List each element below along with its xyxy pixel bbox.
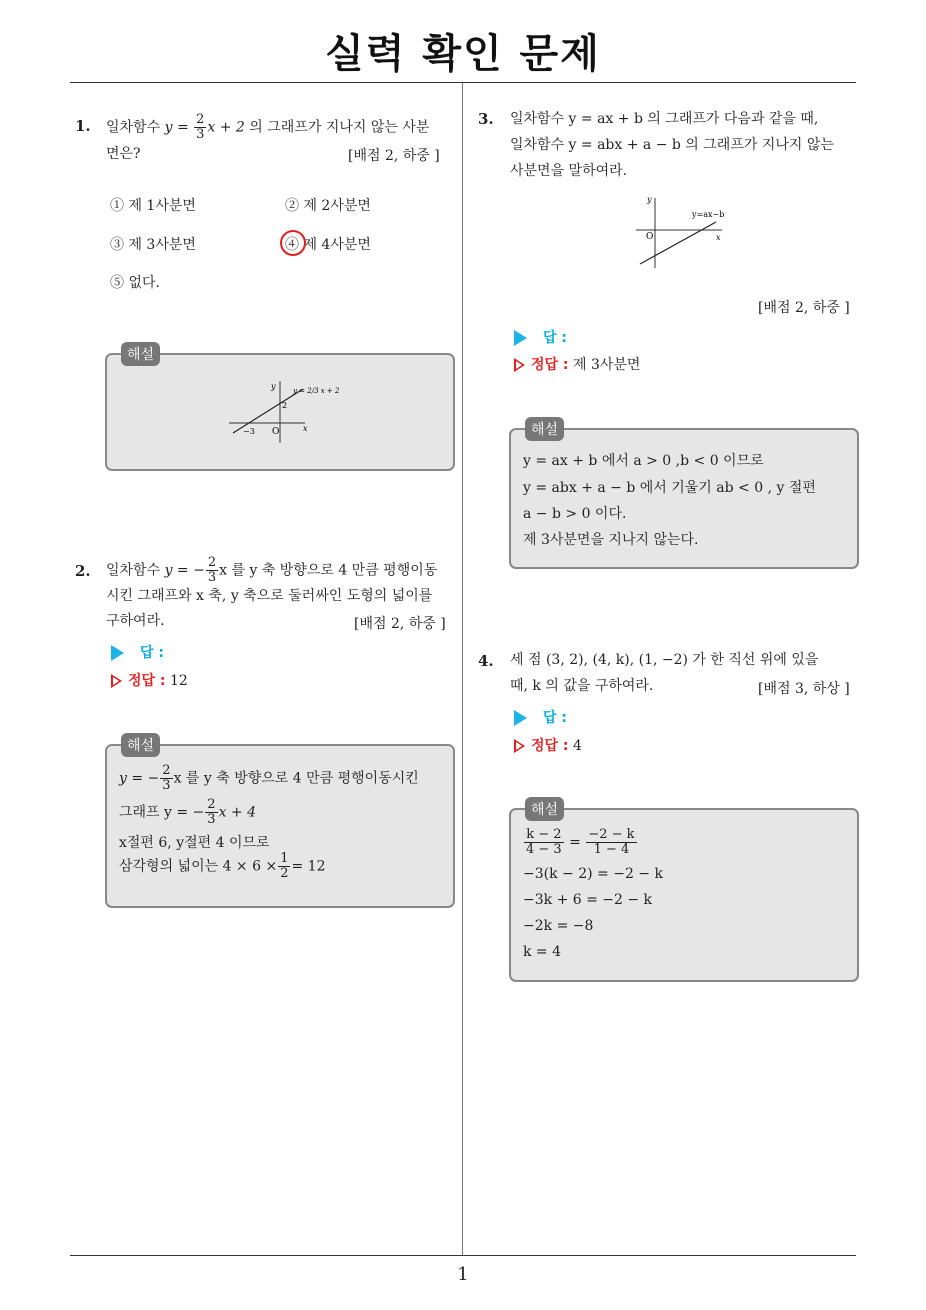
q4-answer-label: 답 : bbox=[543, 710, 567, 726]
top-rule bbox=[70, 82, 856, 83]
q1-option-2[interactable]: ② 제 2사분면 bbox=[285, 198, 371, 214]
q2-correct-label: 정답 : bbox=[128, 673, 166, 689]
q1-var-y: y bbox=[164, 119, 173, 136]
q3-problem-graph bbox=[630, 192, 740, 272]
q2-sol-l1-den: 3 bbox=[162, 778, 171, 793]
q4-number: 4. bbox=[478, 652, 494, 670]
q4-sol-line5: k = 4 bbox=[523, 944, 562, 960]
q3-number: 3. bbox=[478, 110, 494, 128]
q2-sol-l1-post: x 를 y 축 방향으로 4 만큼 평행이동시킨 bbox=[173, 770, 419, 787]
q3-answer-label: 답 : bbox=[543, 330, 567, 346]
q4-sol-f1-den: 4 − 3 bbox=[526, 842, 562, 857]
page-title: 실력 확인 문제 bbox=[325, 31, 601, 77]
q2-correct-row bbox=[111, 670, 188, 690]
bottom-rule bbox=[70, 1255, 856, 1256]
q3-graph-eq: y=ax−b bbox=[692, 210, 725, 219]
play-triangle-icon bbox=[514, 330, 527, 346]
q1-option-4[interactable]: ④ 제 4사분면 bbox=[285, 237, 371, 253]
q4-sol-f1-num: k − 2 bbox=[524, 828, 564, 843]
q2-sol-l4-post: = 12 bbox=[291, 858, 326, 875]
q1-frac-num: 2 bbox=[196, 112, 205, 127]
q2-answer-label: 답 : bbox=[140, 645, 164, 661]
q4-sol-eq: = bbox=[569, 834, 581, 851]
q1-text bbox=[106, 113, 456, 142]
q2-sol-l2-pre: 그래프 y = − bbox=[119, 804, 205, 821]
q2-line1-post: x 를 y 축 방향으로 4 만큼 평행이동 bbox=[219, 562, 438, 579]
q4-sol-line1 bbox=[523, 828, 638, 857]
q4-line2: 때, k 의 값을 구하여라. bbox=[510, 678, 654, 694]
outline-triangle-icon bbox=[514, 739, 525, 753]
q2-fraction bbox=[206, 556, 218, 585]
q3-sol-line1: y = ax + b 에서 a > 0 ,b < 0 이므로 bbox=[523, 453, 764, 469]
q1-graph-origin: O bbox=[272, 427, 280, 437]
q1-graph-x-label: x bbox=[303, 424, 308, 433]
q4-correct-value: 4 bbox=[572, 738, 582, 754]
q2-sol-l4-num: 1 bbox=[280, 851, 289, 866]
q3-correct-label: 정답 : bbox=[531, 357, 569, 373]
q3-line1: 일차함수 y = ax + b 의 그래프가 다음과 같을 때, bbox=[510, 111, 819, 127]
q4-line1: 세 점 (3, 2), (4, k), (1, −2) 가 한 직선 위에 있을 bbox=[510, 652, 819, 668]
q4-solution-box bbox=[509, 802, 859, 982]
q1-graph-yint: 2 bbox=[282, 401, 288, 410]
q1-frac-den: 3 bbox=[196, 127, 205, 142]
q2-sol-l1-frac bbox=[160, 764, 172, 793]
q2-correct-value: 12 bbox=[169, 673, 188, 689]
q1-solution-graph bbox=[225, 375, 355, 445]
play-triangle-icon bbox=[514, 710, 527, 726]
q3-meta: [배점 2, 하중 ] bbox=[758, 300, 850, 316]
page-number: 1 bbox=[457, 1264, 469, 1285]
q1-graph-xint: −3 bbox=[243, 427, 255, 436]
q2-frac-den: 3 bbox=[207, 570, 217, 585]
q3-line2: 일차함수 y = abx + a − b 의 그래프가 지나지 않는 bbox=[510, 137, 834, 153]
q4-sol-f2-num: −2 − k bbox=[588, 827, 635, 842]
q3-sol-line2: y = abx + a − b 에서 기울기 ab < 0 , y 절편 bbox=[523, 480, 816, 496]
q1-number: 1. bbox=[75, 117, 91, 135]
q1-graph-eq: y = 2/3 x + 2 bbox=[293, 387, 340, 395]
selected-answer-mark bbox=[280, 230, 306, 256]
q2-sol-line1 bbox=[119, 764, 419, 793]
q3-answer-row[interactable] bbox=[514, 327, 567, 347]
q2-line3: 구하여라. bbox=[106, 613, 165, 629]
q2-sol-l1-num: 2 bbox=[162, 763, 171, 778]
q4-correct-label: 정답 : bbox=[531, 738, 569, 754]
q1-meta: [배점 2, 하중 ] bbox=[348, 148, 440, 164]
q2-meta: [배점 2, 하중 ] bbox=[354, 616, 446, 632]
outline-triangle-icon bbox=[111, 674, 122, 688]
q1-line1-tail: x + 2 bbox=[207, 119, 245, 136]
q2-sol-l2-num: 2 bbox=[207, 797, 216, 812]
q1-option-5[interactable]: ⑤ 없다. bbox=[110, 275, 160, 291]
q1-option-3[interactable]: ③ 제 3사분면 bbox=[110, 237, 196, 253]
q2-sol-l2-frac bbox=[205, 798, 217, 827]
q4-sol-frac1 bbox=[524, 828, 564, 857]
q4-sol-line4: −2k = −8 bbox=[523, 918, 594, 934]
q4-sol-frac2 bbox=[586, 828, 636, 857]
q4-correct-row bbox=[514, 735, 582, 755]
q3-sol-line3: a − b > 0 이다. bbox=[523, 506, 627, 522]
q2-sol-l1-pre: y = − bbox=[119, 770, 160, 787]
q2-sol-line4 bbox=[119, 852, 325, 881]
q4-sol-f2-den: 1 − 4 bbox=[593, 842, 630, 857]
q2-var-y: y = − bbox=[164, 562, 205, 579]
q4-meta: [배점 3, 하상 ] bbox=[758, 681, 850, 697]
q1-fraction bbox=[194, 113, 206, 142]
q4-sol-line2: −3(k − 2) = −2 − k bbox=[523, 866, 663, 882]
q3-graph-y-label: y bbox=[647, 195, 652, 204]
outline-triangle-icon bbox=[514, 358, 525, 372]
play-triangle-icon bbox=[111, 645, 124, 661]
q2-answer-row[interactable] bbox=[111, 642, 164, 662]
q3-graph-x-label: x bbox=[716, 233, 721, 242]
q2-line1-pre: 일차함수 bbox=[106, 562, 161, 579]
q3-correct-row bbox=[514, 354, 640, 374]
q3-correct-value: 제 3사분면 bbox=[572, 357, 641, 373]
q4-answer-row[interactable] bbox=[514, 707, 567, 727]
q2-frac-num: 2 bbox=[207, 555, 217, 570]
q2-line2: 시킨 그래프와 x 축, y 축으로 둘러싸인 도형의 넓이를 bbox=[106, 588, 433, 604]
q2-sol-l4-pre: 삼각형의 넓이는 4 × 6 × bbox=[119, 858, 278, 875]
q1-solution-box bbox=[105, 347, 455, 471]
q3-graph-origin: O bbox=[646, 232, 654, 242]
q4-sol-line3: −3k + 6 = −2 − k bbox=[523, 892, 653, 908]
q2-sol-l4-frac bbox=[278, 852, 290, 881]
q4-solution-tag: 해설 bbox=[525, 797, 564, 821]
q2-text bbox=[106, 556, 466, 585]
q2-solution-box bbox=[105, 738, 455, 908]
q1-graph-y-label: y bbox=[271, 382, 276, 391]
q1-option-1[interactable]: ① 제 1사분면 bbox=[110, 198, 196, 214]
q2-sol-l4-den: 2 bbox=[280, 866, 289, 881]
q2-sol-l2-den: 3 bbox=[207, 812, 216, 827]
q2-sol-line2 bbox=[119, 798, 256, 827]
q3-line3: 사분면을 말하여라. bbox=[510, 163, 628, 179]
q3-solution-tag: 해설 bbox=[525, 417, 564, 441]
q2-sol-line3: x절편 6, y절편 4 이므로 bbox=[119, 835, 270, 851]
column-divider bbox=[462, 83, 463, 1255]
q1-line1-pre: 일차함수 bbox=[106, 119, 161, 136]
q1-eq: = bbox=[176, 119, 189, 136]
q1-line1-post: 의 그래프가 지나지 않는 사분 bbox=[249, 119, 430, 136]
q2-sol-l2-post: x + 4 bbox=[218, 804, 257, 821]
q2-number: 2. bbox=[75, 562, 91, 580]
q3-solution-box bbox=[509, 422, 859, 569]
q1-line2: 면은? bbox=[106, 146, 141, 162]
q1-solution-tag: 해설 bbox=[121, 342, 160, 366]
q2-solution-tag: 해설 bbox=[121, 733, 160, 757]
q3-sol-line4: 제 3사분면을 지나지 않는다. bbox=[523, 532, 699, 548]
